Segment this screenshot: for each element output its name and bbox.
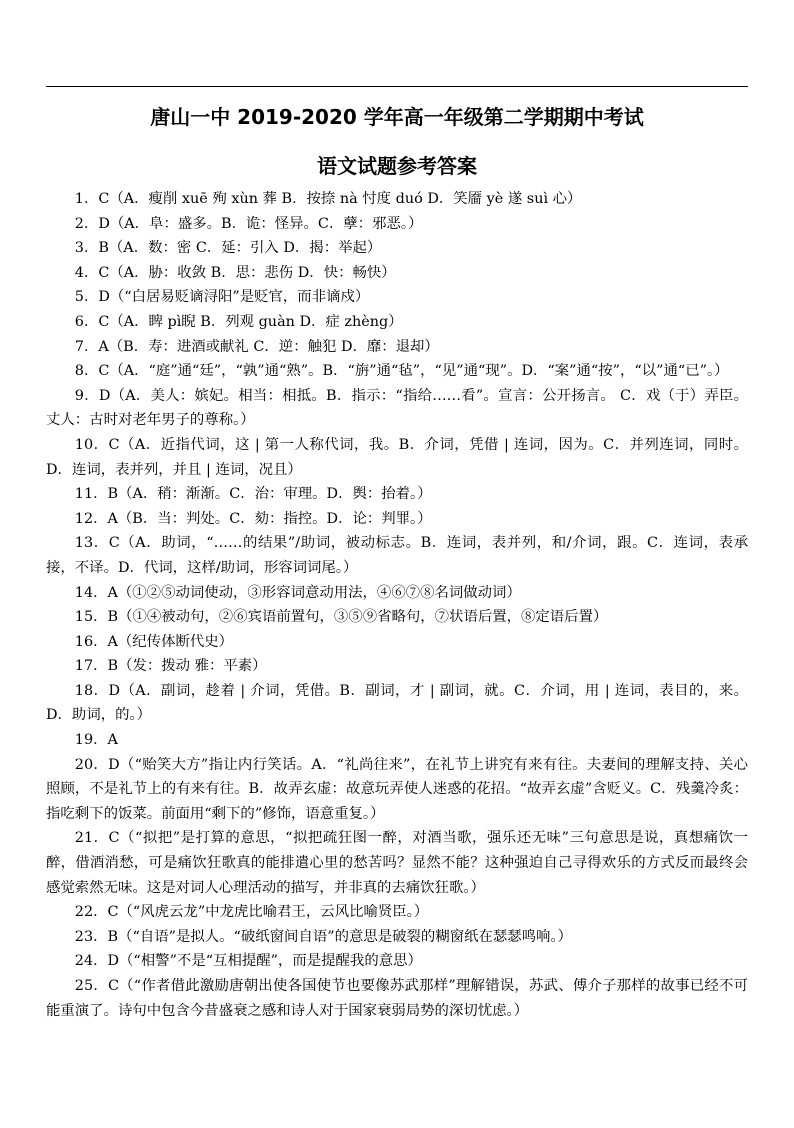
answer-item: 1．C（A．瘦削 xuē 殉 xùn 葬 B．按捺 nà 忖度 duó D．笑靥 yè 遂 suì 心） xyxy=(74,191,582,207)
answer-item: 12．A（B．当：判处。C．劾：指控。D．论：判罪。） xyxy=(74,510,432,527)
answer-item: 23．B（“自语”是拟人。“破纸窗间自语”的意思是破裂的糊窗纸在瑟瑟鸣响。） xyxy=(74,928,573,945)
answer-item: 16．A（纪传体断代史） xyxy=(74,633,234,650)
answer-item: 5．D（“白居易贬谪浔阳”是贬官，而非谪戍） xyxy=(74,289,370,306)
answer-item: 25．C（“作者借此激励唐朝出使各国使节也要像苏武那样”理解错误，苏武、傅介子那样的故事已经不可能重演了。诗句中包含今昔盛衰之感和诗人对于国家衰弱局势的深切忧虑。） xyxy=(46,978,748,1019)
answer-item: 9．D（A．美人：嫔妃。相当：相抵。B．指示：“指给……看”。宣言：公开扬言。 C．戏（于）弄臣。丈人：古时对老年男子的尊称。） xyxy=(46,387,748,429)
answer-item: 20．D（“贻笑大方”指让内行笑话。A．“礼尚往来”，在礼节上讲究有来有往。夫妻间的理解支持、关心照顾，不是礼节上的有来有往。B．故弄玄虚：故意玩弄使人迷惑的花招。“故弄玄虚”含贬义。C．残羹冷炙：指吃剩下的饭菜。前面用“剩下的”修饰，语意重复。） xyxy=(46,756,748,822)
answer-item: 14．A（①②⑤动词使动，③形容词意动用法，④⑥⑦⑧名词做动词） xyxy=(74,584,521,601)
answer-item: 15．B（①④被动句，②⑥宾语前置句，③⑤⑨省略句，⑦状语后置，⑧定语后置） xyxy=(74,609,608,626)
answer-item: 13．C（A．助词，“……的结果”/助词，被动标志。B．连词，表并列，和/介词，跟。C．连词，表承接，不译。D．代词，这样/助词，形容词词尾。） xyxy=(46,535,748,576)
answer-item: 18．D（A．副词，趁着 | 介词，凭借。B．副词，才 | 副词，就。C．介词，用 | 连词，表目的，来。D．助词，的。） xyxy=(46,682,748,724)
answer-item: 8．C（A．“庭”通“廷”，“孰”通“熟”。B．“旃”通“毡”，“见”通“现”。D．“案”通“按”，“以”通“已”。） xyxy=(74,363,729,380)
answer-item: 19．A xyxy=(74,732,118,749)
exam-title: 唐山一中 2019-2020 学年高一年级第二学期期中考试 xyxy=(150,105,644,129)
answer-item: 7．A（B．寿：进酒或献礼 C．逆：触犯 D．靡：退却） xyxy=(74,338,439,355)
answer-item: 21．C（“拟把”是打算的意思，“拟把疏狂图一醉，对酒当歌，强乐还无味”三句意思是说，真想痛饮一醉，借酒消愁，可是痛饮狂歌真的能排遣心里的愁苦吗？显然不能？这种强迫自己寻得欢乐的方式反而最终会感觉索然无味。这是对词人心理活动的描写，并非真的去痛饮狂歌。） xyxy=(46,830,748,896)
answer-key-subtitle: 语文试题参考答案 xyxy=(317,154,477,178)
answer-item: 22．C（“风虎云龙”中龙虎比喻君王，云风比喻贤臣。） xyxy=(74,904,429,921)
header-rule xyxy=(46,86,748,87)
answer-item: 6．C（A．睥 pì睨 B．列观 guàn D．症 zhèng） xyxy=(74,313,403,330)
answer-item: 2．D（A．阜：盛多。B．诡：怪异。C．孽：邪恶。） xyxy=(74,215,423,232)
answer-item: 24．D（“相警”不是“互相提醒”，而是提醒我的意思） xyxy=(74,953,422,970)
answer-item: 11．B（A．稍：渐渐。C．治：审理。D．舆：抬着。） xyxy=(74,486,432,503)
answer-item: 17．B（发：拨动 雅：平素） xyxy=(74,658,267,675)
answer-list xyxy=(46,187,748,1023)
answer-item: 10．C（A．近指代词，这 | 第一人称代词，我。B．介词，凭借 | 连词，因为。C．并列连词，同时。D．连词，表并列，并且 | 连词，况且） xyxy=(46,436,748,478)
answer-item: 3．B（A．数：密 C．延：引入 D．揭：举起） xyxy=(74,240,382,257)
answer-item: 4．C（A．胁：收敛 B．思：悲伤 D．快：畅快） xyxy=(74,264,396,281)
